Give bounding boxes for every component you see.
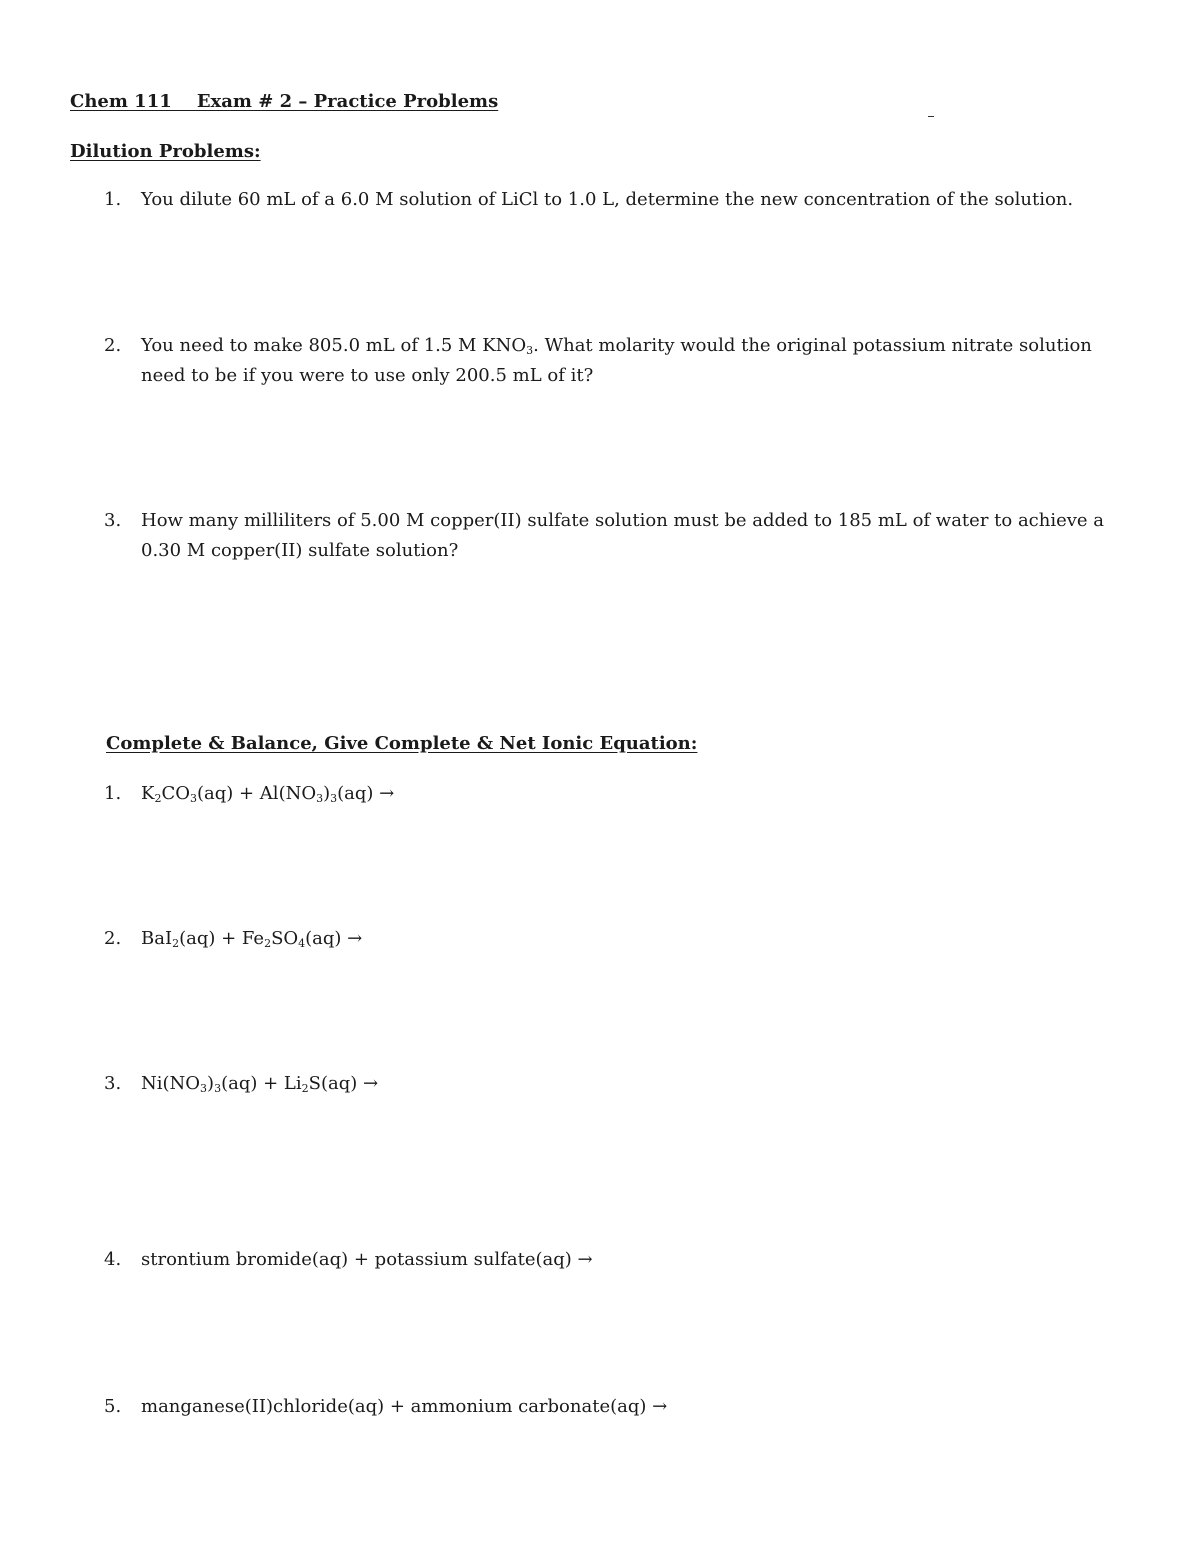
problem-number: 3. bbox=[104, 1073, 122, 1094]
problem-text-line-1: You need to make 805.0 mL of 1.5 M $KNO_3$. What molarity would the original potassium nitrate solution bbox=[141, 335, 1092, 357]
problem-number: 4. bbox=[104, 1249, 122, 1270]
page-title: Chem 111 Exam # 2 – Practice Problems bbox=[70, 91, 499, 112]
equation-text: $K_2CO_3(aq) + Al(NO_3)_3(aq)$ → bbox=[141, 783, 395, 805]
problem-number: 3. bbox=[104, 510, 122, 531]
problem-number: 1. bbox=[104, 783, 122, 804]
stray-mark bbox=[928, 116, 934, 117]
problem-number: 1. bbox=[104, 189, 122, 210]
equation-text: $Ni(NO_3)_3(aq) + Li_2S(aq)$ → bbox=[141, 1073, 379, 1095]
problem-number: 5. bbox=[104, 1396, 122, 1417]
problem-text-line-2: 0.30 M copper(II) sulfate solution? bbox=[141, 540, 459, 561]
section-heading-dilution: Dilution Problems: bbox=[70, 141, 261, 162]
problem-text: You dilute 60 mL of a 6.0 M solution of LiCl to 1.0 L, determine the new concentration of the solution. bbox=[141, 189, 1074, 210]
problem-number: 2. bbox=[104, 335, 122, 356]
equation-text: strontium bromide(aq) + potassium sulfate(aq) → bbox=[141, 1249, 593, 1270]
problem-text-line-1: How many milliliters of 5.00 M copper(II) sulfate solution must be added to 185 mL of water to achieve a bbox=[141, 510, 1105, 531]
equation-text: $BaI_2(aq) + Fe_2SO_4(aq)$ → bbox=[141, 928, 363, 950]
equation-text: manganese(II)chloride(aq) + ammonium carbonate(aq) → bbox=[141, 1396, 668, 1417]
problem-text-line-2: need to be if you were to use only 200.5 mL of it? bbox=[141, 365, 594, 386]
problem-number: 2. bbox=[104, 928, 122, 949]
section-heading-ionic: Complete & Balance, Give Complete & Net Ionic Equation: bbox=[106, 733, 698, 754]
